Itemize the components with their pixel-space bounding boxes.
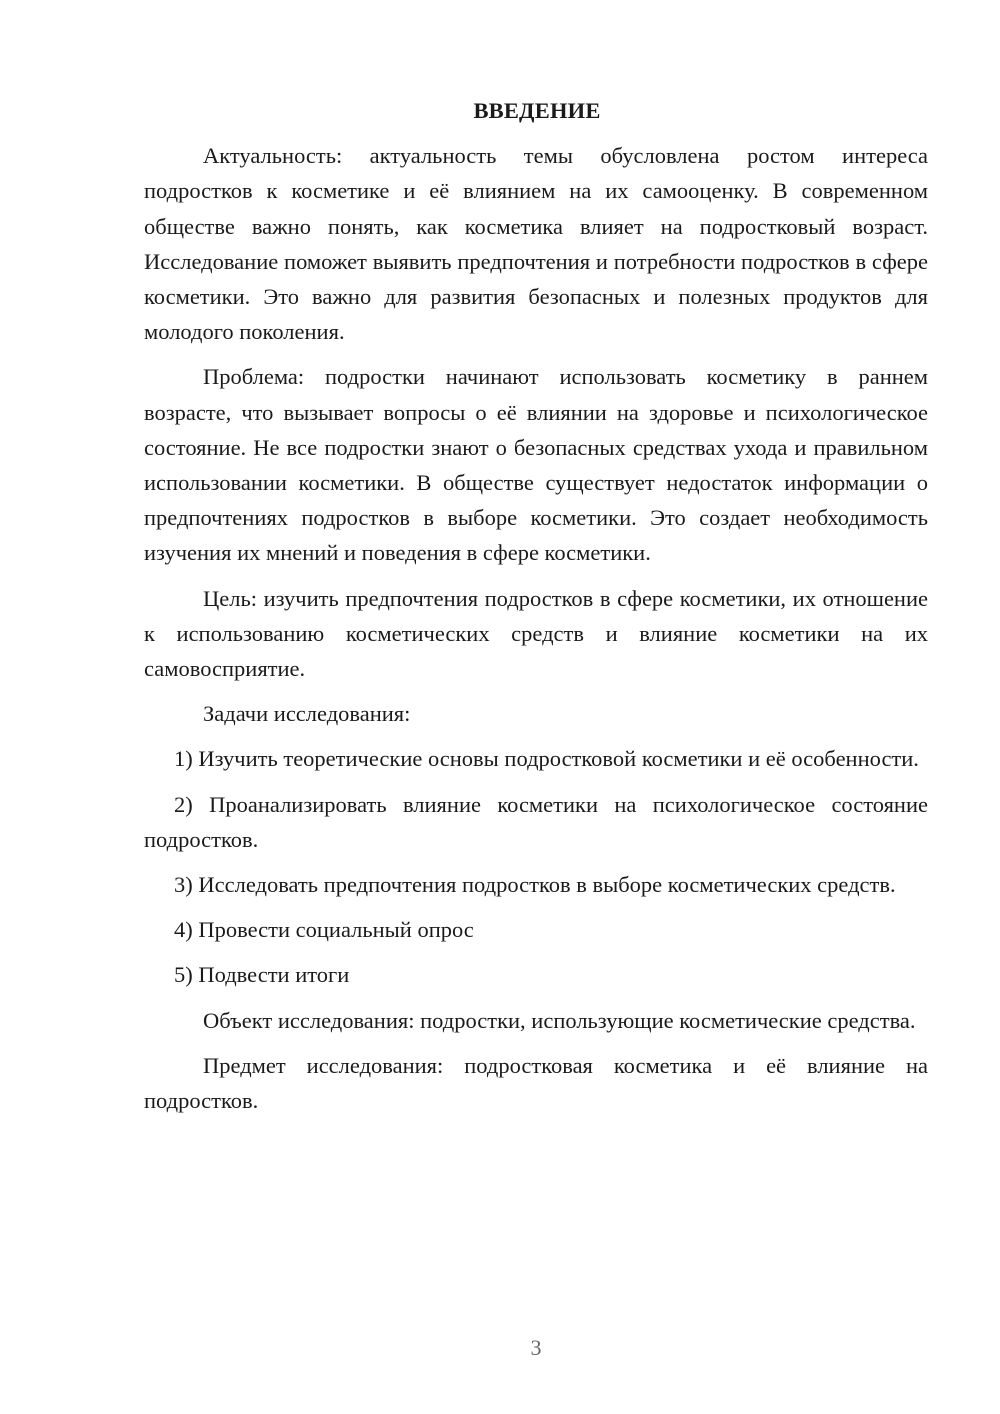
goal-paragraph: Цель: изучить предпочтения подростков в сфере косметики, их отношение к использованию косметических средств и влияние косметики на их самовосприятие. [144,585,928,682]
task-item: 2) Проанализировать влияние косметики на психологическое состояние подростков. [144,791,928,852]
section-title: ВВЕДЕНИЕ [473,98,601,123]
task-item: 4) Провести социальный опрос [174,917,474,943]
object-paragraph: Объект исследования: подростки, использующие косметические средства. [203,1007,916,1033]
tasks-heading: Задачи исследования: [203,701,411,727]
page-content [144,93,928,1128]
relevance-paragraph: Актуальность: актуальность темы обусловлена ростом интереса подростков к косметике и её влиянием на их самооценку. В современном обществе важно понять, как косметика влияет на подростковый возраст. Исследование поможет выявить предпочтения и потребности подростков в сфере косметики. Это важно для развития безопасных и полезных продуктов для молодого поколения. [144,143,928,345]
subject-paragraph: Предмет исследования: подростковая косметика и её влияние на подростков. [144,1052,928,1114]
page-number: 3 [530,1335,542,1360]
task-item: 3) Исследовать предпочтения подростков в выборе косметических средств. [174,872,896,898]
problem-paragraph: Проблема: подростки начинают использовать косметику в раннем возрасте, что вызывает вопросы о её влиянии на здоровье и психологическое состояние. Не все подростки знают о безопасных средствах ухода и правильном использовании косметики. В обществе существует недостаток информации о предпочтениях подростков в выборе косметики. Это создает необходимость изучения их мнений и поведения в сфере косметики. [144,364,928,566]
task-item: 1) Изучить теоретические основы подростковой косметики и её особенности. [174,746,919,772]
task-item: 5) Подвести итоги [174,962,350,988]
